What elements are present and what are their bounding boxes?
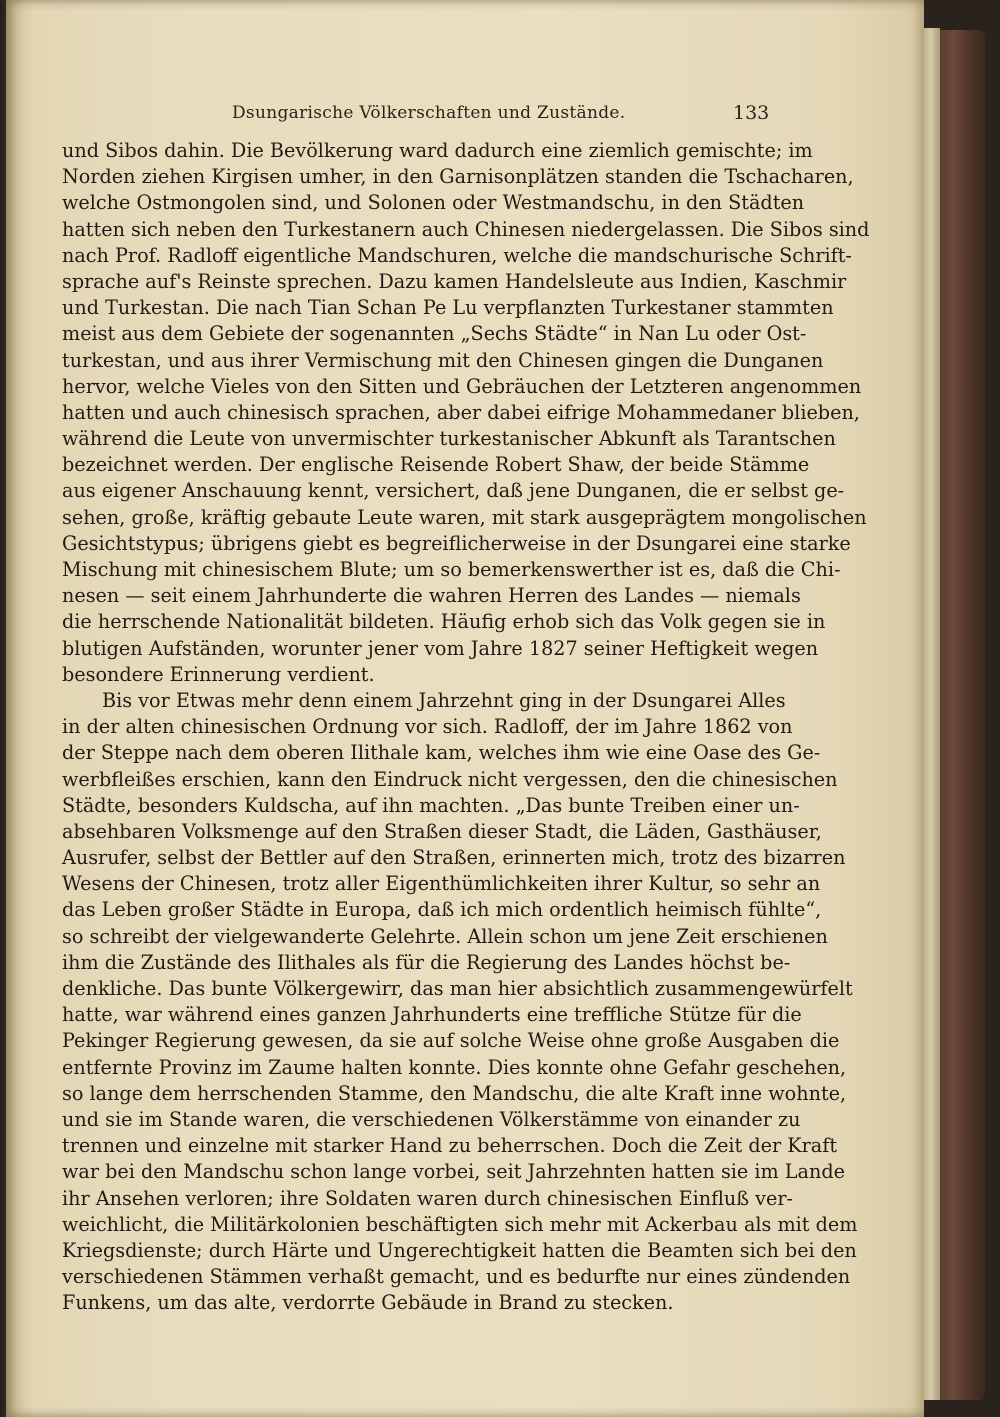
text-line: weichlicht, die Militärkolonien beschäftigten sich mehr mit Ackerbau als mit dem xyxy=(62,1212,858,1236)
text-line: sprache auf's Reinste sprechen. Dazu kamen Handelsleute aus Indien, Kaschmir xyxy=(62,269,847,293)
text-line: Wesens der Chinesen, trotz aller Eigenthümlichkeiten ihrer Kultur, so sehr an xyxy=(62,872,821,896)
text-line: nach Prof. Radloff eigentliche Mandschuren, welche die mandschurische Schrift- xyxy=(62,243,852,267)
page-number: 133 xyxy=(733,102,770,124)
text-line: Kriegsdienste; durch Härte und Ungerechtigkeit hatten die Beamten sich bei den xyxy=(62,1238,857,1262)
text-line: hatten sich neben den Turkestanern auch Chinesen niedergelassen. Die Sibos sind xyxy=(62,217,870,241)
text-line: Mischung mit chinesischem Blute; um so bemerkenswerther ist es, daß die Chi- xyxy=(62,558,841,581)
text-line: Ausrufer, selbst der Bettler auf den Straßen, erinnerten mich, trotz des bizarren xyxy=(62,846,846,870)
book-cover-edge xyxy=(940,30,985,1400)
text-line: denkliche. Das bunte Völkergewirr, das man hier absichtlich zusammengewürfelt xyxy=(62,977,853,1000)
paragraph-start-line: Bis vor Etwas mehr denn einem Jahrzehnt ging in der Dsungarei Alles xyxy=(102,688,786,712)
paragraph-end-line: Funkens, um das alte, verdorrte Gebäude in Brand zu stecken. xyxy=(62,1291,674,1315)
text-line: entfernte Provinz im Zaume halten konnte. Dies konnte ohne Gefahr geschehen, xyxy=(62,1055,847,1079)
text-line: Gesichtstypus; übrigens giebt es begreiflicherweise in der Dsungarei eine starke xyxy=(62,531,851,555)
text-line: Pekinger Regierung gewesen, da sie auf solche Weise ohne große Ausgaben die xyxy=(62,1029,840,1053)
text-line: und Sibos dahin. Die Bevölkerung ward dadurch eine ziemlich gemischte; im xyxy=(62,139,813,162)
text-line: blutigen Aufständen, worunter jener vom Jahre 1827 seiner Heftigkeit wegen xyxy=(62,636,819,660)
text-line: und sie im Stande waren, die verschiedenen Völkerstämme von einander zu xyxy=(62,1107,801,1131)
text-line: verschiedenen Stämmen verhaßt gemacht, und es bedurfte nur eines zündenden xyxy=(62,1265,851,1289)
text-line: aus eigener Anschauung kennt, versichert, daß jene Dunganen, die er selbst ge- xyxy=(62,479,845,503)
text-line: Norden ziehen Kirgisen umher, in den Garnisonplätzen standen die Tschacharen, xyxy=(62,165,854,189)
text-line: werbfleißes erschien, kann den Eindruck nicht vergessen, den die chinesischen xyxy=(62,767,838,791)
text-line: absehbaren Volksmenge auf den Straßen dieser Stadt, die Läden, Gasthäuser, xyxy=(62,819,822,843)
text-line: Städte, besonders Kuldscha, auf ihn machten. „Das bunte Treiben einer un- xyxy=(62,793,800,817)
text-line: während die Leute von unvermischter turkestanischer Abkunft als Tarantschen xyxy=(62,427,836,451)
text-line: war bei den Mandschu schon lange vorbei, seit Jahrzehnten hatten sie im Lande xyxy=(62,1160,845,1184)
text-line: turkestan, und aus ihrer Vermischung mit den Chinesen gingen die Dunganen xyxy=(62,348,824,372)
text-line: trennen und einzelne mit starker Hand zu beherrschen. Doch die Zeit der Kraft xyxy=(62,1134,838,1158)
text-line: der Steppe nach dem oberen Ilithale kam, welches ihm wie eine Oase des Ge- xyxy=(62,741,821,765)
text-line: in der alten chinesischen Ordnung vor sich. Radloff, der im Jahre 1862 von xyxy=(62,715,793,739)
text-line: meist aus dem Gebiete der sogenannten „Sechs Städte“ in Nan Lu oder Ost- xyxy=(62,322,807,346)
text-line: hervor, welche Vieles von den Sitten und Gebräuchen der Letzteren angenommen xyxy=(62,374,862,398)
text-line: bezeichnet werden. Der englische Reisende Robert Shaw, der beide Stämme xyxy=(62,453,810,477)
text-line: und Turkestan. Die nach Tian Schan Pe Lu verpflanzten Turkestaner stammten xyxy=(62,296,834,320)
text-line: sehen, große, kräftig gebaute Leute waren, mit stark ausgeprägtem mongolischen xyxy=(62,505,867,529)
text-line: die herrschende Nationalität bildeten. Häufig erhob sich das Volk gegen sie in xyxy=(62,610,826,634)
body-text xyxy=(62,138,870,1316)
text-line: das Leben großer Städte in Europa, daß ich mich ordentlich heimisch fühlte“, xyxy=(62,898,822,922)
running-header: Dsungarische Völkerschaften und Zustände. xyxy=(232,103,626,123)
text-line: ihm die Zustände des Ilithales als für die Regierung des Landes höchst be- xyxy=(62,950,791,974)
text-line: nesen — seit einem Jahrhunderte die wahren Herren des Landes — niemals xyxy=(62,584,801,608)
text-line: hatten und auch chinesisch sprachen, aber dabei eifrige Mohammedaner blieben, xyxy=(62,400,860,424)
text-line: so lange dem herrschenden Stamme, den Mandschu, die alte Kraft inne wohnte, xyxy=(62,1081,847,1105)
text-line: so schreibt der vielgewanderte Gelehrte. Allein schon um jene Zeit erschienen xyxy=(62,924,828,948)
page-stack-edge xyxy=(922,28,940,1400)
text-line: welche Ostmongolen sind, und Solonen oder Westmandschu, in den Städten xyxy=(62,191,805,215)
text-line: ihr Ansehen verloren; ihre Soldaten waren durch chinesischen Einfluß ver- xyxy=(62,1186,794,1210)
paragraph-end-line: besondere Erinnerung verdient. xyxy=(62,662,375,686)
text-line: hatte, war während eines ganzen Jahrhunderts eine treffliche Stütze für die xyxy=(62,1003,802,1027)
